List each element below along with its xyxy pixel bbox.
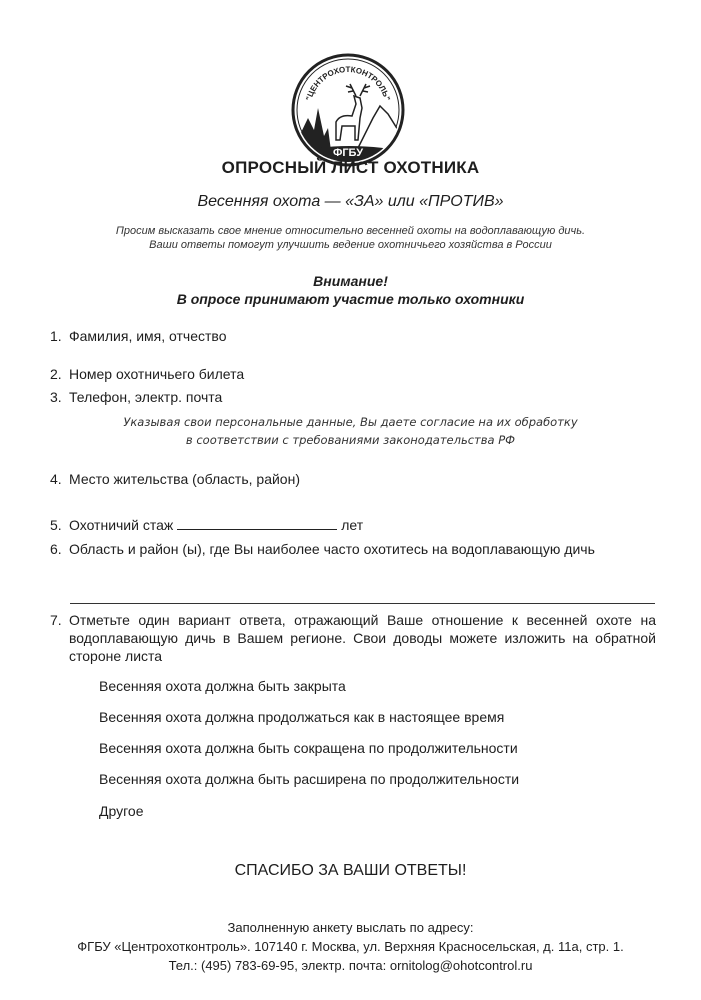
answer-line[interactable]: [70, 603, 655, 604]
answer-option[interactable]: Весенняя охота должна продолжаться как в настоящее время: [99, 709, 505, 725]
answer-option[interactable]: Весенняя охота должна быть сокращена по продолжительности: [99, 740, 518, 756]
intro-text: Ваши ответы помогут улучшить ведение охотничьего хозяйства в России: [149, 239, 552, 251]
mailing-address: ФГБУ «Центрохотконтроль». 107140 г. Москва, ул. Верхняя Красносельская, д. 11а, стр. 1.: [77, 939, 624, 954]
page-title: ОПРОСНЫЙ ЛИСТ ОХОТНИКА: [221, 158, 480, 177]
question-label: Телефон, электр. почта: [69, 389, 223, 405]
attention-heading: Внимание!: [313, 273, 388, 289]
question-1: [50, 328, 226, 344]
question-number: 6.: [50, 541, 62, 557]
question-5: [50, 517, 363, 533]
svg-text:"ЦЕНТРОХОТКОНТРОЛЬ": "ЦЕНТРОХОТКОНТРОЛЬ": [304, 64, 392, 102]
consent-notice: в соответствии с требованиями законодательства РФ: [185, 433, 516, 447]
question-label: Область и район (ы), где Вы наиболее часто охотитесь на водоплавающую дичь: [69, 541, 595, 557]
question-label: Охотничий стаж: [69, 517, 174, 533]
deer-emblem-icon: [288, 48, 408, 168]
question-number: 3.: [50, 389, 62, 405]
question-4: [50, 471, 300, 487]
page-subtitle: Весенняя охота — «ЗА» или «ПРОТИВ»: [197, 193, 504, 210]
consent-notice: Указывая свои персональные данные, Вы даете согласие на их обработку: [123, 415, 578, 429]
attention-text: В опросе принимают участие только охотники: [176, 291, 525, 307]
send-instructions: Заполненную анкету выслать по адресу:: [227, 920, 474, 935]
answer-option[interactable]: Весенняя охота должна быть расширена по продолжительности: [99, 771, 520, 787]
question-number: 1.: [50, 328, 62, 344]
question-number: 5.: [50, 517, 62, 533]
organization-logo: [288, 48, 408, 168]
hunting-experience-blank[interactable]: [177, 517, 337, 530]
question-number: 7.: [50, 612, 62, 628]
question-label: Номер охотничьего билета: [69, 366, 245, 382]
question-6: [50, 541, 595, 557]
answer-option[interactable]: Другое: [99, 803, 144, 819]
answer-option[interactable]: Весенняя охота должна быть закрыта: [99, 678, 346, 694]
question-7: [50, 611, 656, 665]
question-3: [50, 389, 222, 405]
intro-text: Просим высказать свое мнение относительно весенней охоты на водоплавающую дичь.: [115, 225, 586, 237]
question-number: 4.: [50, 471, 62, 487]
question-number: 2.: [50, 366, 62, 382]
question-label: Место жительства (область, район): [69, 471, 300, 487]
svg-text:ФГБУ: ФГБУ: [332, 147, 364, 159]
thank-you-text: СПАСИБО ЗА ВАШИ ОТВЕТЫ!: [234, 862, 467, 879]
question-2: [50, 366, 244, 382]
question-label: Фамилия, имя, отчество: [69, 328, 227, 344]
contact-info: Тел.: (495) 783-69-95, электр. почта: ornitolog@ohotcontrol.ru: [168, 958, 533, 973]
years-suffix: лет: [341, 517, 364, 533]
question-label: Отметьте один вариант ответа, отражающий Ваше отношение к весенней охоте на водоплавающую дичь в Вашем регионе. Свои доводы можете изложить на обратной стороне листа: [69, 612, 656, 664]
